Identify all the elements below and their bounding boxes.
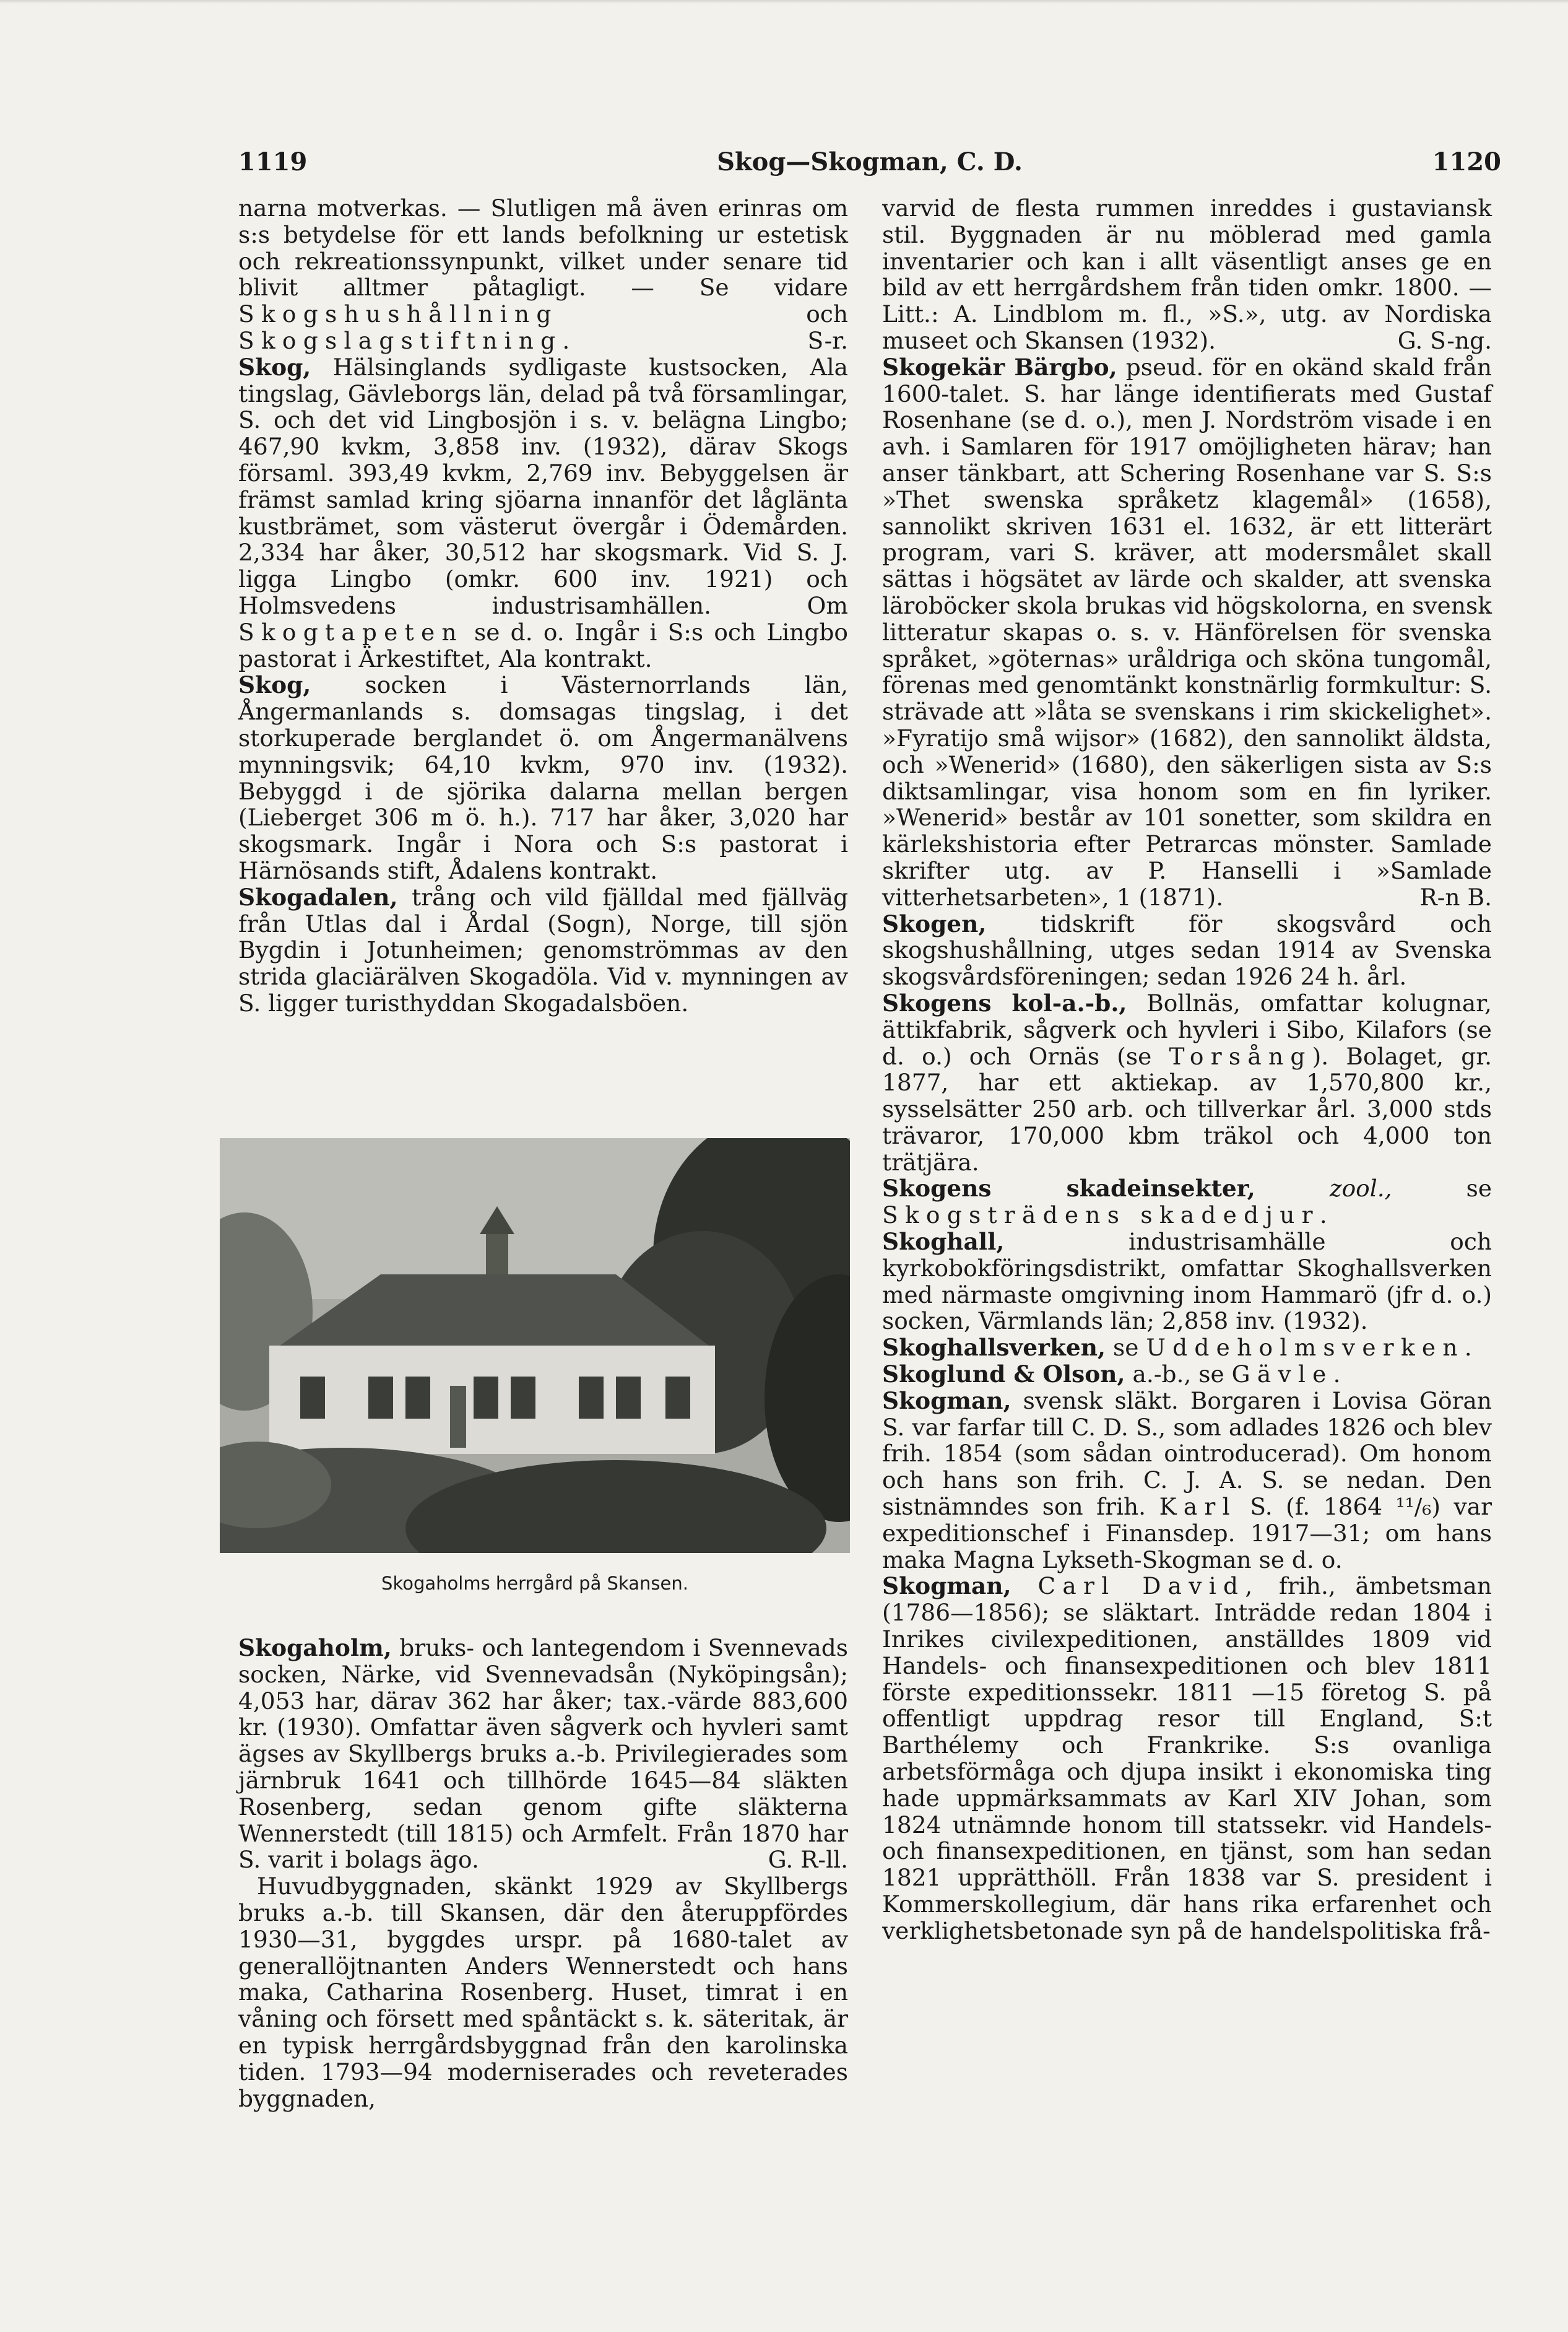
headword: Skogen, xyxy=(882,910,987,938)
entry-skogekar-bargbo: Skogekär Bärgbo, pseud. för en okänd skald från 1600-talet. S. har länge identifierats med Gustaf Rosenhane (se d. o.), men J. Nordström visade i en avh. i Samlaren för 1917 omöjligheten härav; han anser tänkbart, att Schering Rosenhane var S. S:s »Thet swenska språketz klagemål» (1658), sannolikt skriven 1631 el. 1632, är ett litterärt program, vari S. kräver, att modersmålet skall sättas i högsätet av lärde och skalder, att svenska läroböcker skola brukas vid högskolorna, en svensk litteratur skapas o. s. v. Hänförelsen för svenska språket, »göternas» uråldriga och sköna tungomål, förenas med genomtänkt konstnärlig formkultur: S. strävade att »låta se svenskans i rim skickelighet». »Fyratijo små wijsor» (1682), den sannolikt äldsta, och »Wenerid» (1680), den säkerligen sista av S:s diktsamlingar, visa honom som en fin lyriker. »Wenerid» består av 101 sonetter, som skildra en kärlekshistoria efter Petrarcas mönster. Samlade skrifter utg. av P. Hanselli i »Samlade vitterhetsarbeten», 1 (1871). R-n B. xyxy=(882,353,1492,911)
left-column xyxy=(238,195,848,1017)
signature: G. S-ng. xyxy=(1397,326,1492,354)
headword: Skogadalen, xyxy=(238,883,398,911)
headword: Skogens skadeinsekter, xyxy=(882,1175,1255,1203)
entry-skoglund-olson: Skoglund & Olson, a.-b., se Gävle. xyxy=(882,1360,1341,1388)
entry-skogman-slakt: Skogman, svensk släkt. Borgaren i Lovisa Göran S. var farfar till C. D. S., som adlades 1826 och blev frih. 1854 (som sådan ointroducerad). Om honom och hans son frih. C. J. A. S. se nedan. Den sistnämndes son frih. Karl S. (f. 1864 ¹¹/₆) var expeditionschef i Finansdep. 1917—31; om hans maka Magna Lykseth-Skogman se d. o. xyxy=(882,1386,1492,1573)
entry-continuation: narna motverkas. — Slutligen må även erinras om s:s betydelse för ett lands befolkning ur estetisk och rekreationssynpunkt, vilket under senare tid blivit alltmer påtagligt. — Se vidare Skogshushållning och Skogslagstiftning. S-r. xyxy=(238,194,848,354)
entry-skogadalen: Skogadalen, trång och vild fjälldal med fjällväg från Utlas dal i Årdal (Sogn), Norge, till sjön Bygdin i Jotunheimen; genomströmmas av den strida glaciärälven Skogadöla. Vid v. mynningen av S. ligger turisthyddan Skogadalsböen. xyxy=(238,883,848,1017)
headword: Skog, xyxy=(238,353,311,381)
entry-skogen: Skogen, tidskrift för skogsvård och skogshushållning, utges sedan 1914 av Svenska skogsvårdsföreningen; sedan 1926 24 h. årl. xyxy=(882,910,1492,991)
running-header xyxy=(238,147,1501,185)
headword: Skogman, xyxy=(882,1572,1011,1600)
entry-skoghallsverken: Skoghallsverken, se Uddeholmsverken. xyxy=(882,1334,1472,1362)
entry-skogens-skadeinsekter: Skogens skadeinsekter, zool., se Skogsträdens skadedjur. xyxy=(882,1175,1492,1229)
right-column xyxy=(882,195,1492,1944)
headword: Skoghallsverken, xyxy=(882,1334,1106,1362)
headword: Skoglund & Olson, xyxy=(882,1360,1125,1388)
photo-skogaholms-herrgard xyxy=(220,1138,850,1553)
entry-skogaholm-building: Huvudbyggnaden, skänkt 1929 av Skyllbergs bruks a.-b. till Skansen, där den återuppfördes 1930—31, byggdes urspr. på 1680-talet av generallöjtnanten Anders Wennerstedt och hans maka, Catharina Rosenberg. Huset, timrat i en våning och försett med spåntäckt s. k. säteritak, är en typisk herrgårdsbyggnad från den karolinska tiden. 1793—94 moderniserades och reveterades byggnaden, xyxy=(238,1873,848,2112)
headword: Skogekär Bärgbo, xyxy=(882,353,1117,381)
signature: G. R-ll. xyxy=(768,1846,848,1874)
entry-continuation-right: varvid de flesta rummen inreddes i gustaviansk stil. Byggnaden är nu möblerad med gamla inventarier och kan i allt väsentligt anses ge en bild av ett herrgårdshem från tiden omkr. 1800. — Litt.: A. Lindblom m. fl., »S.», utg. av Nordiska museet och Skansen (1932). G. S-ng. xyxy=(882,194,1492,354)
signature: S-r. xyxy=(807,326,848,354)
page-number-right: 1120 xyxy=(1432,147,1501,176)
page-number-left: 1119 xyxy=(238,147,308,176)
headword: Skogman, xyxy=(882,1386,1011,1414)
headword: Skoghall, xyxy=(882,1228,1005,1256)
entry-skog-vasternorrland: Skog, socken i Västernorrlands län, Ångermanlands s. domsagas tingslag, i det storkuperade berglandet ö. om Ångermanälvens mynningsvik; 64,10 kvkm, 970 inv. (1932). Bebyggd i de sjörika dalarna mellan bergen (Lieberget 306 m ö. h.). 717 har åker, 3,020 har skogsmark. Ingår i Nora och S:s pastorat i Härnösands stift, Ådalens kontrakt. xyxy=(238,671,848,884)
headword: Skogens kol-a.-b., xyxy=(882,989,1127,1017)
running-title: Skog—Skogman, C. D. xyxy=(717,147,1023,176)
entry-skogaholm: Skogaholm, bruks- och lantegendom i Svennevads socken, Närke, vid Svennevadsån (Nyköpingsån); 4,053 har, därav 362 har åker; tax.-värde 883,600 kr. (1930). Omfattar även sågverk och hyvleri samt ägses av Skyllbergs bruks a.-b. Privilegierades som järnbruk 1641 och tillhörde 1645—84 släkten Rosenberg, sedan genom gifte släkterna Wennerstedt (till 1815) och Armfelt. Från 1870 har S. varit i bolags ägo. G. R-ll. xyxy=(238,1634,848,1874)
signature: R-n B. xyxy=(1419,883,1492,911)
entry-skoghall: Skoghall, industrisamhälle och kyrkobokföringsdistrikt, omfattar Skoghallsverken med närmaste omgivning inom Hammarö (jfr d. o.) socken, Värmlands län; 2,858 inv. (1932). xyxy=(882,1228,1492,1335)
left-column-lower xyxy=(238,1635,848,2112)
photo-caption: Skogaholms herrgård på Skansen. xyxy=(381,1573,688,1594)
entry-skogman-carl-david: Skogman, Carl David, frih., ämbetsman (1786—1856); se släktart. Inträdde redan 1804 i Inrikes civilexpeditionen, anställdes 1809 vid Handels- och finansexpeditionen och blev 1811 förste expeditionssekr. 1811 —15 företog S. på offentligt uppdrag resor till England, S:t Barthélemy och Frankrike. S:s ovanliga arbetsförmåga och djupa insikt i ekonomiska ting hade uppmärksammats av Karl XIV Johan, som 1824 utnämnde honom till statssekr. vid Handels- och finansexpeditionen, en tjänst, som han sedan 1821 upprätthöll. Från 1838 var S. president i Kommerskollegium, där hans rika erfarenhet och verklighetsbetonade syn på de handelspolitiska frå- xyxy=(882,1572,1492,1944)
entry-skogens-kol: Skogens kol-a.-b., Bollnäs, omfattar kolugnar, ättikfabrik, sågverk och hyvleri i Sibo, Kilafors (se d. o.) och Ornäs (se Torsång). Bolaget, gr. 1877, har ett aktiekap. av 1,570,800 kr., sysselsätter 250 arb. och tillverkar årl. 3,000 stds trävaror, 170,000 kbm träkol och 4,000 ton trätjära. xyxy=(882,989,1492,1176)
headword: Skog, xyxy=(238,671,311,699)
headword: Skogaholm, xyxy=(238,1634,392,1661)
entry-skog-halsingland: Skog, Hälsinglands sydligaste kustsocken, Ala tingslag, Gävleborgs län, delad på två församlingar, S. och det vid Lingbosjön i s. v. belägna Lingbo; 467,90 kvkm, 3,858 inv. (1932), därav Skogs församl. 393,49 kvkm, 2,769 inv. Bebyggelsen är främst samlad kring sjöarna innanför det låglänta kustbrämet, som västerut övergår i Ödemården. 2,334 har åker, 30,512 har skogsmark. Vid S. J. ligga Lingbo (omkr. 600 inv. 1921) och Holmsvedens industrisamhällen. Om Skogtapeten se d. o. Ingår i S:s och Lingbo pastorat i Ärkestiftet, Ala kontrakt. xyxy=(238,353,848,672)
